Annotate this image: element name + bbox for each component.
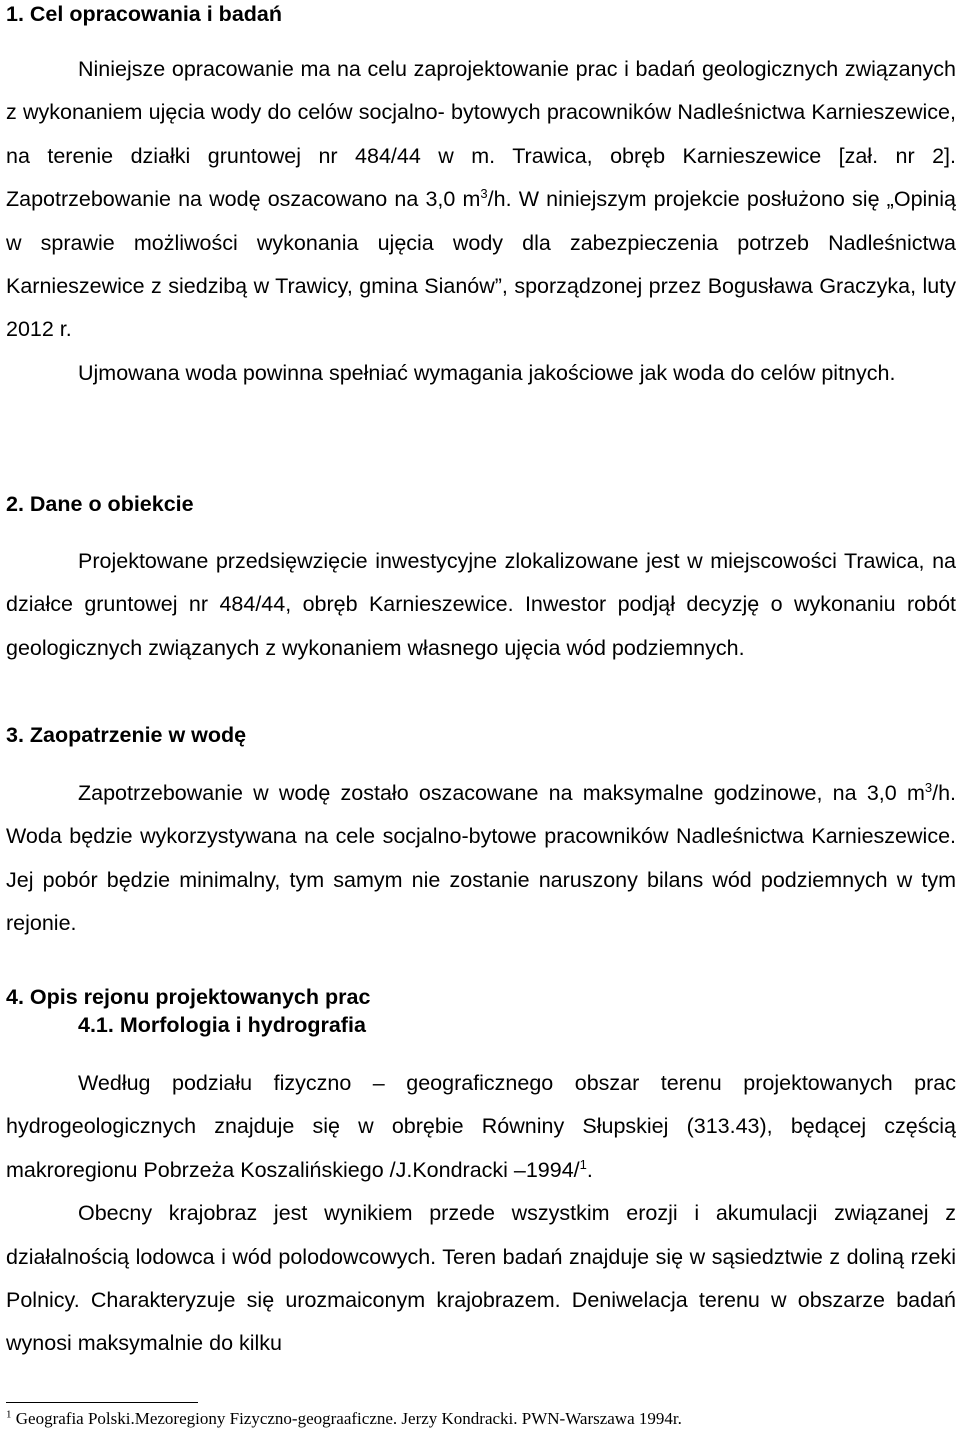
section-3-body [6, 772, 956, 946]
s4-p1-footnote-ref: 1 [579, 1156, 587, 1172]
section-2-body [6, 540, 956, 670]
section-1-body [6, 48, 956, 395]
section-2-heading: 2. Dane o obiekcie [6, 492, 194, 516]
s4-p1-text-b: . [586, 1157, 593, 1182]
section-3-heading: 3. Zaopatrzenie w wodę [6, 723, 247, 747]
section-4-1-paragraph-1 [6, 1062, 956, 1192]
footnote-separator [6, 1402, 198, 1403]
section-1-heading: 1. Cel opracowania i badań [6, 2, 282, 26]
s3-p1-text-a: Zapotrzebowanie w wodę zostało oszacowane na maksymalne godzinowe, na 3,0 m [78, 781, 925, 805]
s3-p1-superscript: 3 [924, 779, 933, 795]
s1-p1-text-a: Niniejsze opracowanie ma na celu zaprojektowanie prac i badań geologicznych związanych z wykonaniem ujęcia wody do celów socjalno- bytowych pracowników Nadleśnictwa Karnieszewice, na terenie działki gruntowej nr 484/44 w m. Trawica, obręb Karnieszewice [zał. nr 2]. Zapotrzebowanie na wodę oszacowano na 3,0 m [6, 57, 956, 212]
section-4-1-paragraph-2: Obecny krajobraz jest wynikiem przede wszystkim erozji i akumulacji związanej z działalnością lodowca i wód polodowcowych. Teren badań znajduje się w sąsiedztwie z doliną rzeki Polnicy. Charakteryzuje się urozmaiconym krajobrazem. Deniwelacja terenu w obszarze badań wynosi maksymalnie do kilku [6, 1201, 956, 1356]
s4-p1-text-a: Według podziału fizyczno – geograficznego obszar terenu projektowanych prac hydrogeologicznych znajduje się w obrębie Równiny Słupskiej (313.43), będącej częścią makroregionu Pobrzeża Koszalińskiego /J.Kondracki –1994/ [6, 1071, 956, 1182]
footnote-text: Geografia Polski.Mezoregiony Fizyczno-geograaficzne. Jerzy Kondracki. PWN-Warszawa 1994r. [11, 1409, 682, 1428]
footnote-mark: 1 [6, 1408, 12, 1421]
section-4-1-heading: 4.1. Morfologia i hydrografia [78, 1013, 366, 1037]
s1-p1-superscript: 3 [480, 186, 488, 202]
s1-p1-text-b: /h. W niniejszym projekcie posłużono się „Opinią w sprawie możliwości wykonania ujęcia wody dla zabezpieczenia potrzeb Nadleśnictwa Karnieszewice z siedzibą w Trawicy, gmina Sianów”, sporządzonej przez Bogusława Graczyka, luty 2012 r. [6, 187, 956, 342]
footnote [6, 1408, 956, 1430]
section-2-paragraph-1: Projektowane przedsięwzięcie inwestycyjne zlokalizowane jest w miejscowości Trawica, na działce gruntowej nr 484/44, obręb Karnieszewice. Inwestor podjął decyzję o wykonaniu robót geologicznych związanych z wykonaniem własnego ujęcia wód podziemnych. [6, 549, 956, 660]
section-4-1-body [6, 1062, 956, 1366]
section-4-heading: 4. Opis rejonu projektowanych prac [6, 985, 371, 1009]
section-1-paragraph-1 [6, 48, 956, 352]
section-3-paragraph-1 [6, 772, 956, 946]
section-1-paragraph-2: Ujmowana woda powinna spełniać wymagania jakościowe jak woda do celów pitnych. [78, 360, 896, 385]
s3-p1-text-b: /h. Woda będzie wykorzystywana na cele socjalno-bytowe pracowników Nadleśnictwa Karnieszewice. Jej pobór będzie minimalny, tym samym nie zostanie naruszony bilans wód podziemnych w tym rejonie. [6, 781, 956, 936]
